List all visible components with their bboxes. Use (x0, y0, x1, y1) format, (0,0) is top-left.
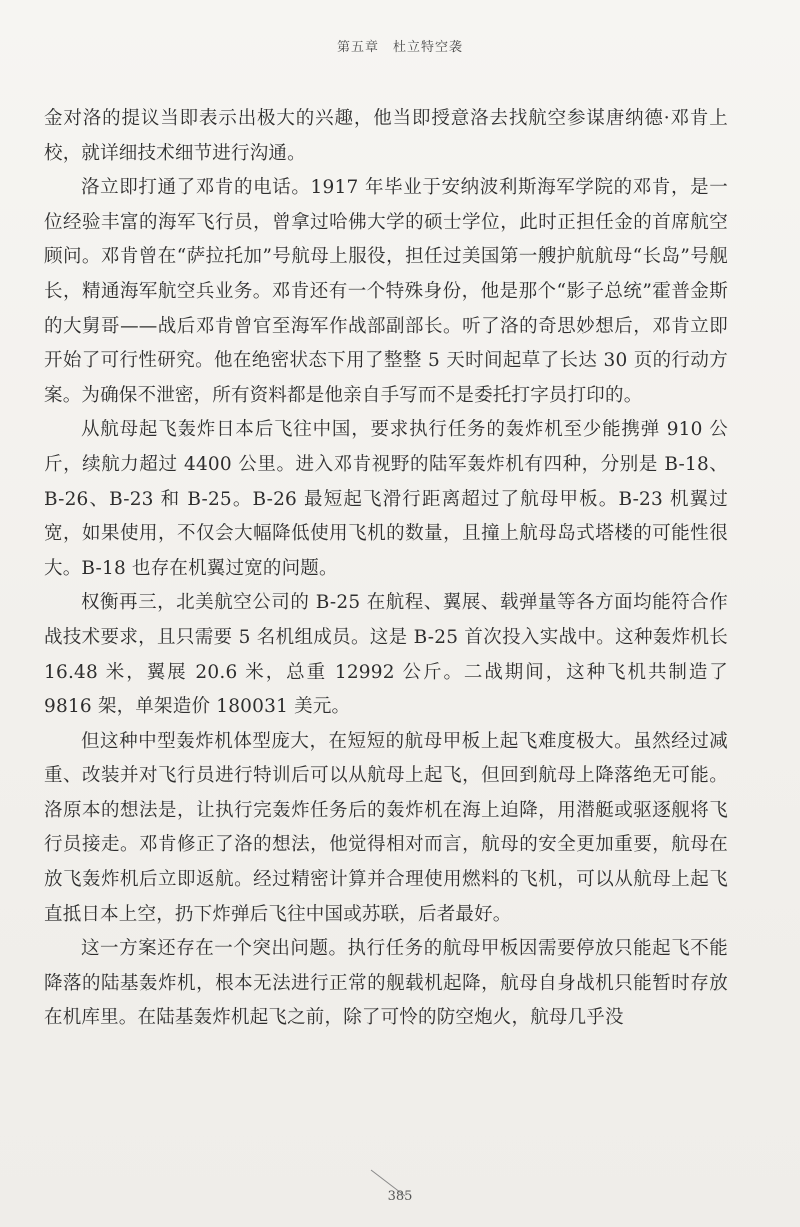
paragraph-4: 权衡再三，北美航空公司的 B-25 在航程、翼展、载弹量等各方面均能符合作战技术要求，且只需要 5 名机组成员。这是 B-25 首次投入实战中。这种轰炸机长 16.48 米，翼展 20.6 米，总重 12992 公斤。二战期间，这种飞机共制造了 9816 架，单架造价 180031 美元。 (44, 592, 728, 718)
paragraph-6: 这一方案还存在一个突出问题。执行任务的航母甲板因需要停放只能起飞不能降落的陆基轰炸机，根本无法进行正常的舰载机起降，航母自身战机只能暂时存放在机库里。在陆基轰炸机起飞之前，除了可怜的防空炮火，航母几乎没 (44, 938, 728, 1029)
page-number: 385 (387, 1189, 413, 1204)
paragraph-1: 金对洛的提议当即表示出极大的兴趣，他当即授意洛去找航空参谋唐纳德·邓肯上校，就详细技术细节进行沟通。 (44, 108, 728, 164)
paragraph-5: 但这种中型轰炸机体型庞大，在短短的航母甲板上起飞难度极大。虽然经过减重、改装并对飞行员进行特训后可以从航母上起飞，但回到航母上降落绝无可能。洛原本的想法是，让执行完轰炸任务后的轰炸机在海上迫降，用潜艇或驱逐舰将飞行员接走。邓肯修正了洛的想法，他觉得相对而言，航母的安全更加重要，航母在放飞轰炸机后立即返航。经过精密计算并合理使用燃料的飞机，可以从航母上起飞直抵日本上空，扔下炸弹后飞往中国或苏联，后者最好。 (44, 730, 728, 925)
body-text (44, 102, 728, 1036)
paragraph-2: 洛立即打通了邓肯的电话。1917 年毕业于安纳波利斯海军学院的邓肯，是一位经验丰富的海军飞行员，曾拿过哈佛大学的硕士学位，此时正担任金的首席航空顾问。邓肯曾在“萨拉托加”号航母上服役，担任过美国第一艘护航航母“长岛”号舰长，精通海军航空兵业务。邓肯还有一个特殊身份，他是那个“影子总统”霍普金斯的大舅哥——战后邓肯曾官至海军作战部副部长。听了洛的奇思妙想后，邓肯立即开始了可行性研究。他在绝密状态下用了整整 5 天时间起草了长达 30 页的行动方案。为确保不泄密，所有资料都是他亲自手写而不是委托打字员打印的。 (44, 177, 728, 406)
running-head: 第五章 杜立特空袭 (336, 40, 463, 55)
paragraph-3: 从航母起飞轰炸日本后飞往中国，要求执行任务的轰炸机至少能携弹 910 公斤，续航力超过 4400 公里。进入邓肯视野的陆军轰炸机有四种，分别是 B-18、B-26、B-23 和 B-25。B-26 最短起飞滑行距离超过了航母甲板。B-23 机翼过宽，如果使用，不仅会大幅降低使用飞机的数量，且撞上航母岛式塔楼的可能性很大。B-18 也存在机翼过宽的问题。 (44, 419, 728, 579)
